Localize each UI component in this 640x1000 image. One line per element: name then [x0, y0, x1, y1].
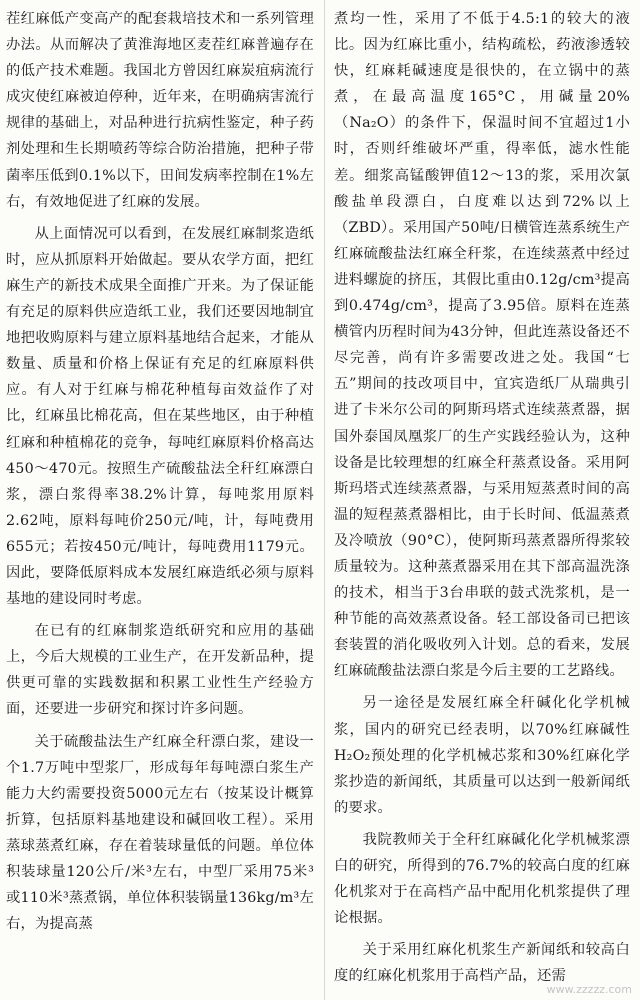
paragraph: 茬红麻低产变高产的配套栽培技术和一系列管理办法。从而解决了黄淮海地区麦茬红麻普遍存在的低产技术难题。我国北方曾因红麻炭疽病流行成灾使红麻被迫停种，近年来，在明确病害流行规律的基础上，对品种进行抗病性鉴定，种子药剂处理和生长期喷药等综合防治措施，把种子带菌率压低到0.1%以下，田间发病率控制在1%左右，有效地促进了红麻的发展。	[6, 11, 314, 210]
paragraph: 另一途径是发展红麻全秆碱化化学机械浆，国内的研究已经表明，以70%红麻碱性H₂O₂预处理的化学机械芯浆和30%红麻化学浆抄造的新闻纸，其质量可以达到一般新闻纸的要求。	[334, 695, 630, 816]
paragraph: 关于硫酸盐法生产红麻全秆漂白浆，建设一个1.7万吨中型浆厂，形成每年每吨漂白浆生产能力大约需要投资5000元左右（按某设计概算折算，包括原料基地建设和碱回收工程）。采用蒸球蒸煮红麻，存在着装球量低的问题。单位体积装球量120公斤/米³左右，中型厂采用75米³或110米³蒸煮锅，单位体积装锅量136kg/m³左右，为提高蒸	[6, 733, 314, 933]
paragraph: 煮均一性，采用了不低于4.5:1的较大的液比。因为红麻比重小，结构疏松，药液渗透较快，红麻耗碱速度是很快的，在立锅中的蒸煮，在最高温度165°C，用碱量20%（Na₂O）的条件下，保温时间不宜超过1小时，否则纤维破坏严重，得率低，滤水性能差。细浆高锰酸钾值12～13的浆，采用次氯酸盐单段漂白，白度难以达到72%以上（ZBD）。采用国产50吨/日横管连蒸系统生产红麻硫酸盐法红麻全秆浆，在连续蒸煮中经过进料螺旋的挤压，其假比重由0.12g/cm³提高到0.474g/cm³，提高了3.95倍。原料在连蒸横管内历程时间为43分钟，但此连蒸设备还不尽完善，尚有许多需要改进之处。我国“七五”期间的技改项目中，宜宾造纸厂从瑞典引进了卡米尔公司的阿斯玛塔式连续蒸煮器，据国外泰国凤凰浆厂的生产实践经验认为，这种设备是比较理想的红麻全秆蒸煮设备。采用阿斯玛塔式连续蒸煮器，与采用短蒸煮时间的高温的短程蒸煮器相比，由于长时间、低温蒸煮及冷喷放（90°C），使阿斯玛蒸煮器所得浆较质量较为。这种蒸煮器采用在其下部高温洗涤的技术，相当于3台串联的鼓式洗浆机，是一种节能的高效蒸煮设备。轻工部设备司已把该套装置的消化吸收列入计划。总的看来，发展红麻硫酸盐法漂白浆是今后主要的工艺路线。	[334, 11, 630, 680]
paragraph: 关于采用红麻化机浆生产新闻纸和较高白度的红麻化机浆用于高档产品，还需	[334, 942, 630, 985]
right-column	[334, 6, 630, 1000]
paragraph: 在已有的红麻制浆造纸研究和应用的基础上，今后大规模的工业生产，在开发新品种，提供更可靠的实践数据和积累工业性生产经验方面，还要进一步研究和探讨许多问题。	[6, 623, 314, 718]
left-column	[6, 6, 314, 1000]
paragraph: 我院教师关于全秆红麻碱化化学机械浆漂白的研究，所得到的76.7%的较高白度的红麻化机浆对于在高档产品中配用化机浆提供了理论根据。	[334, 831, 630, 927]
column-divider	[324, 0, 325, 1000]
watermark: www.zzzzz.com	[546, 983, 632, 996]
paragraph: 从上面情况可以看到，在发展红麻制浆造纸时，应从抓原料开始做起。要从农学方面，把红麻生产的新技术成果全面推广开来。为了保证能有充足的原料供应造纸工业，我们还要因地制宜地把收购原料与建立原料基地结合起来，才能从数量、质量和价格上保证有充足的红麻原料供应。有人对于红麻与棉花种植每亩效益作了对比，红麻虽比棉花高，但在某些地区，由于种植红麻和种植棉花的竞争，每吨红麻原料价格高达450～470元。按照生产硫酸盐法全秆红麻漂白浆，漂白浆得率38.2%计算，每吨浆用原料2.62吨，原料每吨价250元/吨，计，每吨费用655元；若按450元/吨计，每吨费用1179元。因此，要降低原料成本发展红麻造纸必须与原料基地的建设同时考虑。	[6, 225, 314, 608]
